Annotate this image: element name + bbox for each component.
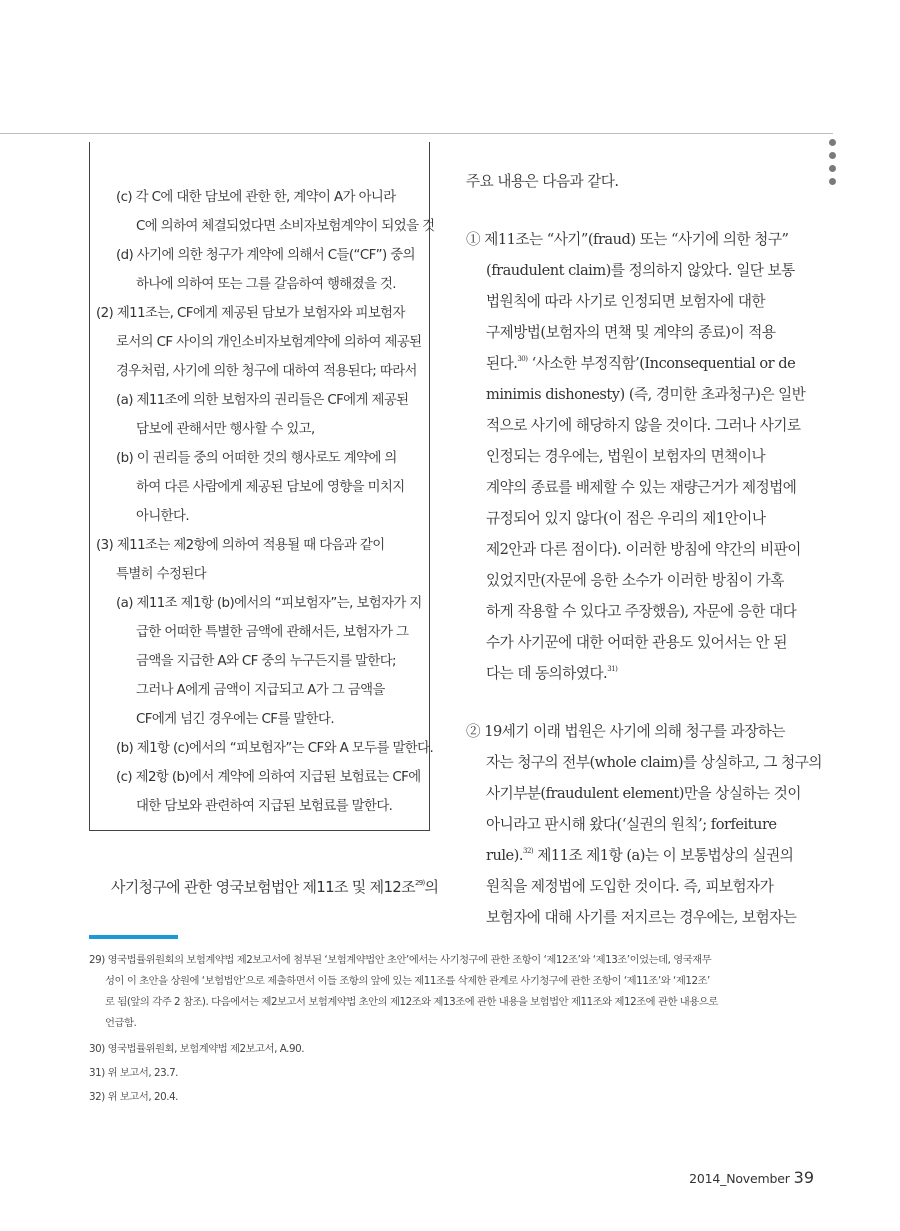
statute-line: (2) 제11조는, CF에게 제공된 담보가 보험자와 피보험자 xyxy=(96,306,405,321)
footnote-ref: 32) xyxy=(523,847,534,855)
statute-line: (a) 제11조 제1항 (b)에서의 “피보험자”는, 보험자가 지 xyxy=(116,596,422,611)
caption-tail: 의 xyxy=(424,878,439,896)
statute-line: (a) 제11조에 의한 보험자의 권리들은 CF에게 제공된 xyxy=(116,393,409,408)
dot-icon xyxy=(829,152,836,159)
body-line: 적으로 사기에 해당하지 않을 것이다. 그러나 사기로 xyxy=(486,417,801,434)
body-text: rule). xyxy=(486,847,524,864)
body-line: 계약의 종료를 배제할 수 있는 재량근거가 제정법에 xyxy=(486,479,797,496)
footnote-rule xyxy=(89,935,178,939)
body-line: (fraudulent claim)를 정의하지 않았다. 일단 보통 xyxy=(486,262,795,279)
statute-line: (3) 제11조는 제2항에 의하여 적용될 때 다음과 같이 xyxy=(96,538,385,553)
body-line: 수가 사기꾼에 대한 어떠한 관용도 있어서는 안 된 xyxy=(486,634,787,651)
body-line: ① 제11조는 “사기”(fraud) 또는 “사기에 의한 청구” xyxy=(466,231,789,248)
body-text: 다는 데 동의하였다. xyxy=(486,665,608,682)
footnote-31: 31) 위 보고서, 23.7. xyxy=(89,1067,178,1079)
body-line: 법원칙에 따라 사기로 인정되면 보험자에 대한 xyxy=(486,293,766,310)
statute-line: 담보에 관해서만 행사할 수 있고, xyxy=(136,422,315,437)
statute-line: 대한 담보와 관련하여 지급된 보험료를 말한다. xyxy=(136,799,393,814)
statute-line: (c) 각 C에 대한 담보에 관한 한, 계약이 A가 아니라 xyxy=(116,190,396,205)
footnote-29-line: 언급함. xyxy=(105,1017,137,1029)
body-line: ② 19세기 이래 법원은 사기에 의해 청구를 과장하는 xyxy=(466,723,785,740)
body-line xyxy=(486,662,617,683)
body-line: 하게 작용할 수 있다고 주장했음), 자문에 응한 대다 xyxy=(486,603,797,620)
statute-line: CF에게 넘긴 경우에는 CF를 말한다. xyxy=(136,712,335,727)
body-line: 보험자에 대해 사기를 저지르는 경우에는, 보험자는 xyxy=(486,909,797,926)
footnote-29-line: 성이 이 초안을 상원에 ‘보험법안’으로 제출하면서 이들 조항의 앞에 있는 제11조를 삭제한 관계로 사기청구에 관한 조항이 ‘제11조’와 ‘제12조’ xyxy=(105,975,710,987)
dot-icon xyxy=(829,139,836,146)
statute-line: C에 의하여 체결되었다면 소비자보험계약이 되었을 것 xyxy=(136,219,435,234)
body-line: 자는 청구의 전부(whole claim)를 상실하고, 그 청구의 xyxy=(486,754,822,771)
body-line: 제2안과 다른 점이다). 이러한 방침에 약간의 비판이 xyxy=(486,541,801,558)
statute-line: (b) 이 권리들 중의 어떠한 것의 행사로도 계약에 의 xyxy=(116,451,397,466)
statute-line: 그러나 A에게 금액이 지급되고 A가 그 금액을 xyxy=(136,683,385,698)
footnote-ref: 29) xyxy=(414,879,425,887)
body-line: 규정되어 있지 않다(이 점은 우리의 제1안이나 xyxy=(486,510,766,527)
statute-line: 하나에 의하여 또는 그를 갈음하여 행해졌을 것. xyxy=(136,277,396,292)
dot-icon xyxy=(829,165,836,172)
section-dots xyxy=(829,139,837,191)
issue-label: 2014_November xyxy=(689,1171,790,1186)
statute-line: 금액을 지급한 A와 CF 중의 누구든지를 말한다; xyxy=(136,654,396,669)
section-caption xyxy=(111,876,438,897)
intro-line: 주요 내용은 다음과 같다. xyxy=(466,173,619,190)
body-line: 인정되는 경우에는, 법원이 보험자의 면책이나 xyxy=(486,448,766,465)
footnote-ref: 30) xyxy=(517,355,528,363)
statute-box xyxy=(89,142,435,831)
footnote-ref: 31) xyxy=(607,665,618,673)
statute-line: (c) 제2항 (b)에서 계약에 의하여 지급된 보험료는 CF에 xyxy=(116,770,421,785)
footnote-29-line: 로 됨(앞의 각주 2 참조). 다음에서는 제2보고서 보험계약법 초안의 제12조와 제13조에 관한 내용을 보험법안 제11조와 제12조에 관한 내용으로 xyxy=(105,996,718,1008)
body-line: 사기부분(fraudulent element)만을 상실하는 것이 xyxy=(486,785,801,802)
statute-line: (b) 제1항 (c)에서의 “피보험자”는 CF와 A 모두를 말한다. xyxy=(116,741,434,756)
statute-line: 경우처럼, 사기에 의한 청구에 대하여 적용된다; 따라서 xyxy=(116,364,417,379)
footnote-29-line: 29) 영국법률위원회의 보험계약법 제2보고서에 첨부된 ‘보험계약법안 초안’에서는 사기청구에 관한 조항이 ‘제12조’와 ‘제13조’이었는데, 영국재무 xyxy=(89,954,712,966)
body-line xyxy=(486,844,793,865)
body-line: 아니라고 판시해 왔다(‘실권의 원칙’; forfeiture xyxy=(486,816,777,833)
dot-icon xyxy=(829,178,836,185)
caption-text: 사기청구에 관한 영국보험법안 제11조 및 제12조 xyxy=(111,878,415,896)
statute-line: 아니한다. xyxy=(136,509,189,524)
statute-line: 특별히 수정된다 xyxy=(116,567,207,582)
statute-line: (d) 사기에 의한 청구가 계약에 의해서 C들(“CF”) 중의 xyxy=(116,248,415,263)
footnote-32: 32) 위 보고서, 20.4. xyxy=(89,1091,178,1103)
body-text: ‘사소한 부정직함’(Inconsequential or de xyxy=(531,355,796,372)
header-rule xyxy=(0,133,833,134)
body-line xyxy=(486,352,795,373)
footnote-30: 30) 영국법률위원회, 보험계약법 제2보고서, A.90. xyxy=(89,1043,305,1055)
body-line: minimis dishonesty) (즉, 경미한 초과청구)은 일반 xyxy=(486,386,806,403)
statute-line: 급한 어떠한 특별한 금액에 관해서든, 보험자가 그 xyxy=(136,625,409,640)
statute-line: 로서의 CF 사이의 개인소비자보험계약에 의하여 제공된 xyxy=(116,335,422,350)
body-line: 있었지만(자문에 응한 소수가 이러한 방침이 가혹 xyxy=(486,572,784,589)
page-footer xyxy=(689,1168,814,1187)
body-text: 된다. xyxy=(486,355,518,372)
body-text: 제11조 제1항 (a)는 이 보통법상의 실권의 xyxy=(537,847,794,864)
page-number: 39 xyxy=(793,1168,814,1187)
body-line: 구제방법(보험자의 면책 및 계약의 종료)이 적용 xyxy=(486,324,776,341)
body-line: 원칙을 제정법에 도입한 것이다. 즉, 피보험자가 xyxy=(486,878,774,895)
statute-line: 하여 다른 사람에게 제공된 담보에 영향을 미치지 xyxy=(136,480,405,495)
